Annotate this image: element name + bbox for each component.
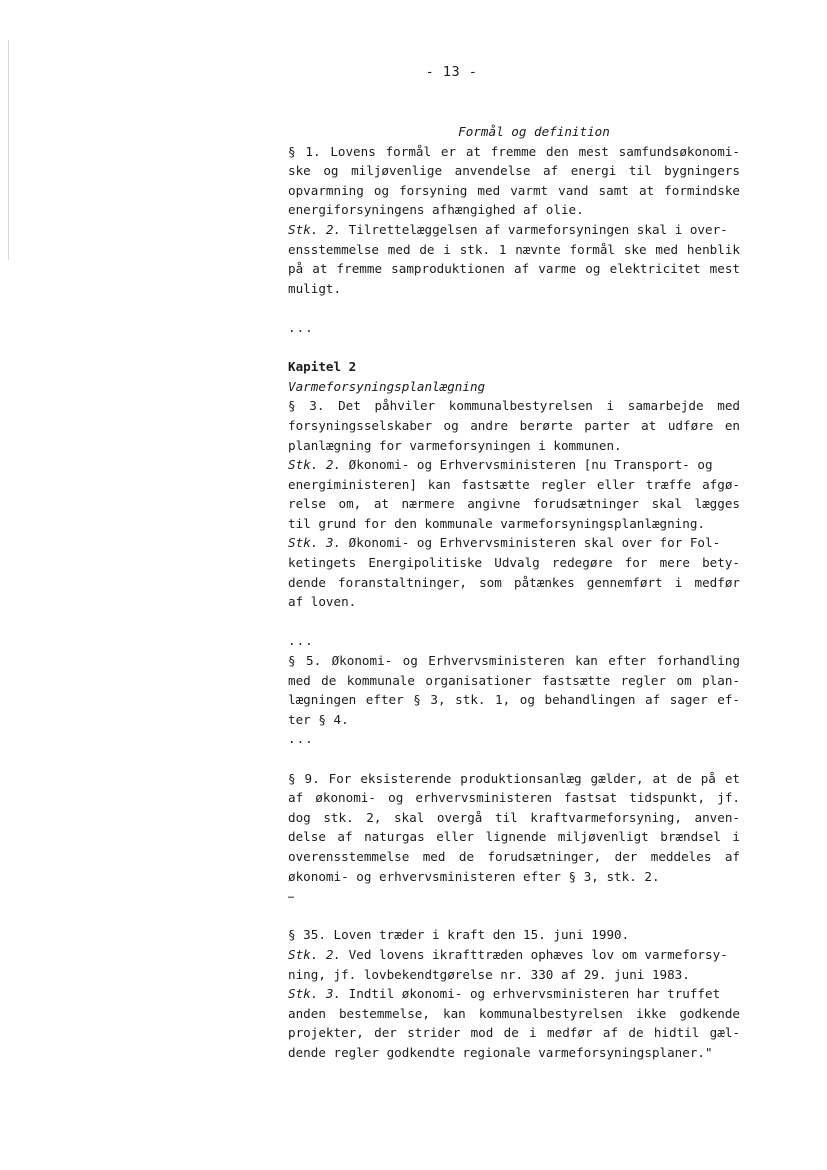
ellipsis: … — [288, 890, 295, 902]
text-line: energiforsyningens afhængighed af olie. — [288, 202, 584, 218]
stk-label: Stk. 3. — [288, 535, 342, 551]
paragraph-s9 — [288, 769, 740, 887]
text-line: til grund for den kommunale varmeforsyningsplanlægning. — [288, 515, 706, 531]
chapter-title: Varmeforsyningsplanlægning — [288, 378, 486, 394]
stk-label: Stk. 2. — [288, 457, 342, 473]
section-heading: Formål og definition — [458, 124, 610, 139]
text-line: § 9. For eksisterende produktionsanlæg gælder, at de på et — [288, 770, 740, 786]
paragraph-s5 — [288, 651, 740, 729]
text-line: overensstemmelse med de forudsætninger, der meddeles af — [288, 848, 740, 864]
text-line: ketingets Energipolitiske Udvalg redegøre for mere bety- — [288, 555, 740, 571]
paragraph-s3 — [288, 396, 740, 612]
text-line: opvarmning og forsyning med varmt vand samt at formindske — [288, 182, 740, 198]
stk-text: Indtil økonomi- og erhvervsministeren har truffet — [341, 986, 721, 1002]
text-line: anden bestemmelse, kan kommunalbestyrelsen ikke godkende — [288, 1005, 740, 1021]
stk-text: Økonomi- og Erhvervsministeren skal over for Fol- — [341, 535, 721, 551]
stk-text: Økonomi- og Erhvervsministeren [nu Transport- og — [341, 457, 713, 473]
text-line: ter § 4. — [288, 711, 349, 727]
text-line: § 35. Loven træder i kraft den 15. juni 1990. — [288, 927, 630, 943]
ellipsis: ... — [288, 633, 314, 649]
paragraph-s35 — [288, 925, 740, 1062]
text-line: forsyningsselskaber og andre berørte parter at udføre en — [288, 417, 740, 433]
document-body — [288, 122, 740, 1063]
text-line: muligt. — [288, 280, 342, 296]
ellipsis: ... — [288, 319, 314, 335]
stk-text: Ved lovens ikrafttræden ophæves lov om varmeforsy- — [341, 946, 728, 962]
text-line: energiministeren] kan fastsætte regler eller træffe afgø- — [288, 476, 740, 492]
stk-label: Stk. 2. — [288, 946, 342, 962]
chapter-label: Kapitel 2 — [288, 359, 357, 375]
stk-text: Tilrettelæggelsen af varmeforsyningen skal i over- — [341, 221, 728, 237]
text-line: ske og miljøvenlige anvendelse af energi til bygningers — [288, 163, 740, 179]
text-line: delse af naturgas eller lignende miljøvenligt brændsel i — [288, 829, 740, 845]
text-line: relse om, at nærmere angivne forudsætninger skal lægges — [288, 496, 740, 512]
text-line: med de kommunale organisationer fastsætte regler om plan- — [288, 672, 740, 688]
text-line — [288, 455, 740, 475]
text-line: § 1. Lovens formål er at fremme den mest samfundsøkonomi- — [288, 143, 740, 159]
text-line — [288, 220, 740, 240]
text-line: ning, jf. lovbekendtgørelse nr. 330 af 29. juni 1983. — [288, 966, 690, 982]
text-line: planlægning for varmeforsyningen i kommunen. — [288, 437, 622, 453]
page-number: - 13 - — [425, 64, 478, 80]
text-line: på at fremme samproduktionen af varme og elektricitet mest — [288, 261, 740, 277]
stk-label: Stk. 2. — [288, 221, 342, 237]
paragraph-s1 — [288, 142, 740, 299]
text-line: dende regler godkendte regionale varmeforsyningsplaner." — [288, 1044, 713, 1060]
text-line — [288, 945, 740, 965]
text-line: økonomi- og erhvervsministeren efter § 3, stk. 2. — [288, 868, 660, 884]
text-line: ensstemmelse med de i stk. 1 nævnte formål ske med henblik — [288, 241, 740, 257]
text-line: projekter, der strider mod de i medfør af de hidtil gæl- — [288, 1025, 740, 1041]
text-line: af loven. — [288, 594, 357, 610]
stk-label: Stk. 3. — [288, 986, 342, 1002]
text-line: § 3. Det påhviler kommunalbestyrelsen i samarbejde med — [288, 398, 740, 414]
text-line — [288, 533, 740, 553]
text-line: af økonomi- og erhvervsministeren fastsat tidspunkt, jf. — [288, 790, 740, 806]
ellipsis: ... — [288, 731, 314, 747]
text-line: dog stk. 2, skal overgå til kraftvarmeforsyning, anven- — [288, 809, 740, 825]
text-line: § 5. Økonomi- og Erhvervsministeren kan efter forhandling — [288, 653, 740, 669]
text-line — [288, 984, 740, 1004]
text-line: lægningen efter § 3, stk. 1, og behandlingen af sager ef- — [288, 692, 740, 708]
text-line: dende foranstaltninger, som påtænkes gennemført i medfør — [288, 574, 740, 590]
